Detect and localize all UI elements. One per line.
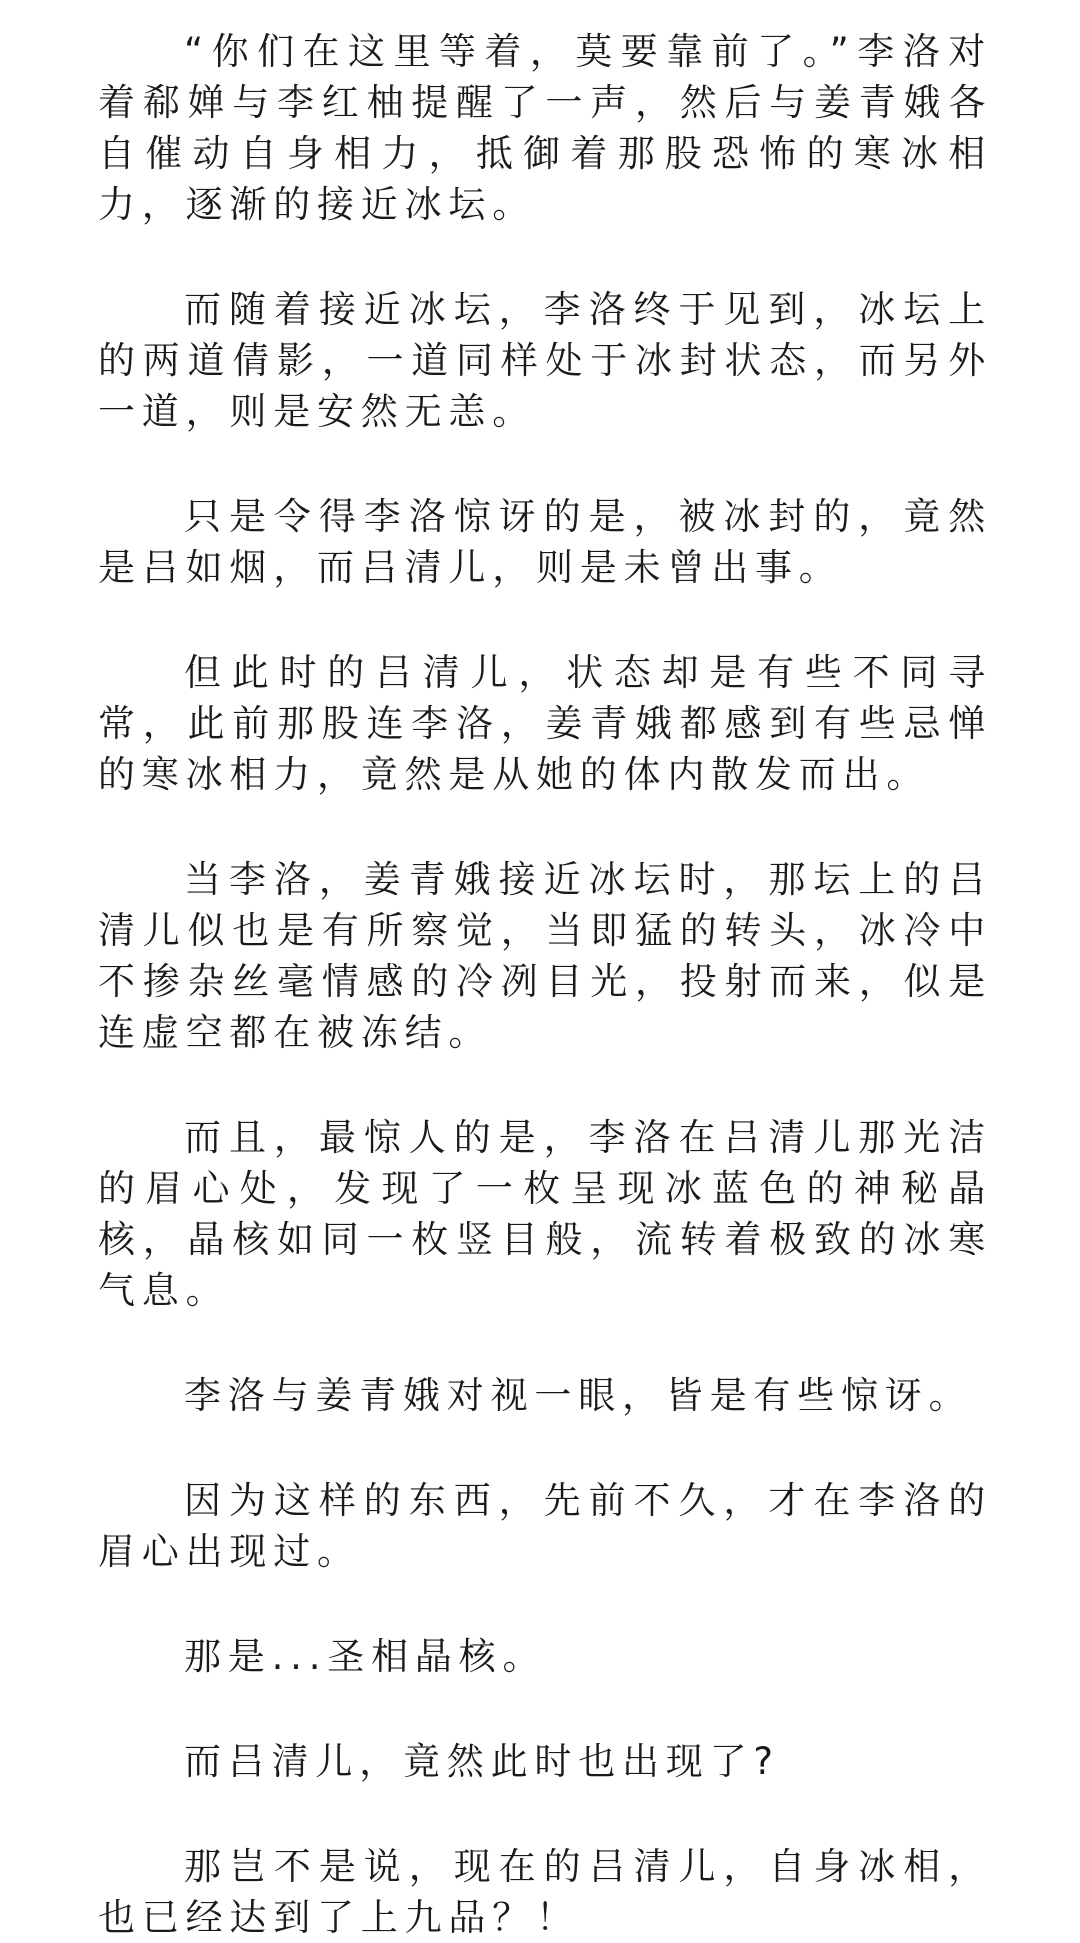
paragraph: 而随着接近冰坛，李洛终于见到，冰坛上的两道倩影，一道同样处于冰封状态，而另外一道，则是安然无恙。: [98, 288, 992, 433]
paragraph: 李洛与姜青娥对视一眼，皆是有些惊讶。: [184, 1374, 973, 1417]
paragraph: 那岂不是说，现在的吕清儿，自身冰相，也已经达到了上九品？！: [98, 1845, 992, 1939]
paragraph: 但此时的吕清儿，状态却是有些不同寻常，此前那股连李洛，姜青娥都感到有些忌惮的寒冰相力，竟然是从她的体内散发而出。: [98, 651, 992, 796]
paragraph: 只是令得李洛惊讶的是，被冰封的，竟然是吕如烟，而吕清儿，则是未曾出事。: [98, 495, 992, 589]
paragraph: 因为这样的东西，先前不久，才在李洛的眉心出现过。: [98, 1479, 992, 1573]
paragraph: 而且，最惊人的是，李洛在吕清儿那光洁的眉心处，发现了一枚呈现冰蓝色的神秘晶核，晶核如同一枚竖目般，流转着极致的冰寒气息。: [98, 1116, 992, 1312]
paragraph: 而吕清儿，竟然此时也出现了?: [184, 1740, 780, 1783]
novel-text-page: [98, 26, 992, 1943]
paragraph: 那是...圣相晶核。: [184, 1635, 547, 1678]
paragraph: “你们在这里等着，莫要靠前了。”李洛对着郗婵与李红柚提醒了一声，然后与姜青娥各自催动自身相力，抵御着那股恐怖的寒冰相力，逐渐的接近冰坛。: [98, 30, 992, 226]
paragraph: 当李洛，姜青娥接近冰坛时，那坛上的吕清儿似也是有所察觉，当即猛的转头，冰冷中不掺杂丝毫情感的冷冽目光，投射而来，似是连虚空都在被冻结。: [98, 858, 992, 1054]
